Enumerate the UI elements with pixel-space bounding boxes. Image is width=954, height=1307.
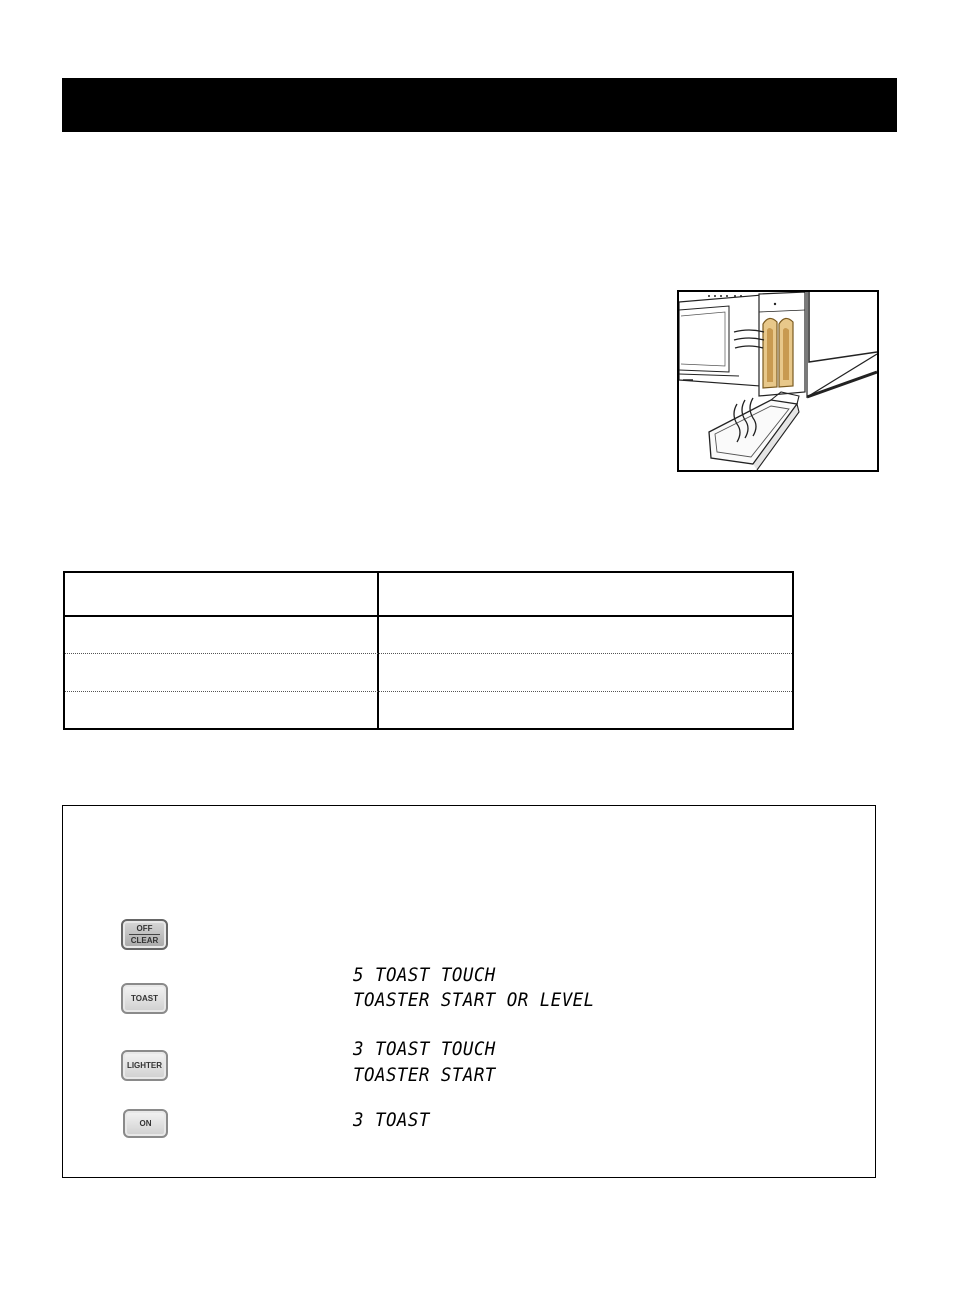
toaster-drawer-drawing — [679, 292, 877, 470]
off-clear-label-bottom: CLEAR — [130, 936, 159, 945]
table-header-rule — [65, 615, 792, 617]
toast-button-label: TOAST — [131, 994, 158, 1003]
toast-level-table — [63, 571, 794, 730]
display-step3-line2: TOASTER START — [353, 1064, 496, 1086]
off-clear-label-top: OFF — [136, 924, 153, 933]
toaster-drawer-illustration — [677, 290, 879, 472]
display-step2-line1: 5 TOAST TOUCH — [353, 964, 496, 986]
off-clear-separator — [129, 934, 159, 935]
on-button[interactable] — [123, 1109, 168, 1138]
display-step3-line1: 3 TOAST TOUCH — [353, 1038, 496, 1060]
off-clear-button[interactable] — [121, 919, 168, 950]
lighter-button-label: LIGHTER — [126, 1061, 163, 1070]
display-step4-line1: 3 TOAST — [353, 1109, 430, 1131]
table-column-divider — [377, 573, 379, 728]
display-step2-line2: TOASTER START OR LEVEL — [353, 989, 595, 1011]
toast-button[interactable] — [121, 983, 168, 1014]
toasting-steps-box — [62, 805, 876, 1178]
header-bar — [62, 78, 897, 132]
table-row-divider — [65, 653, 792, 654]
table-row-divider — [65, 691, 792, 692]
lighter-button[interactable] — [121, 1050, 168, 1081]
on-button-label: ON — [139, 1119, 152, 1128]
